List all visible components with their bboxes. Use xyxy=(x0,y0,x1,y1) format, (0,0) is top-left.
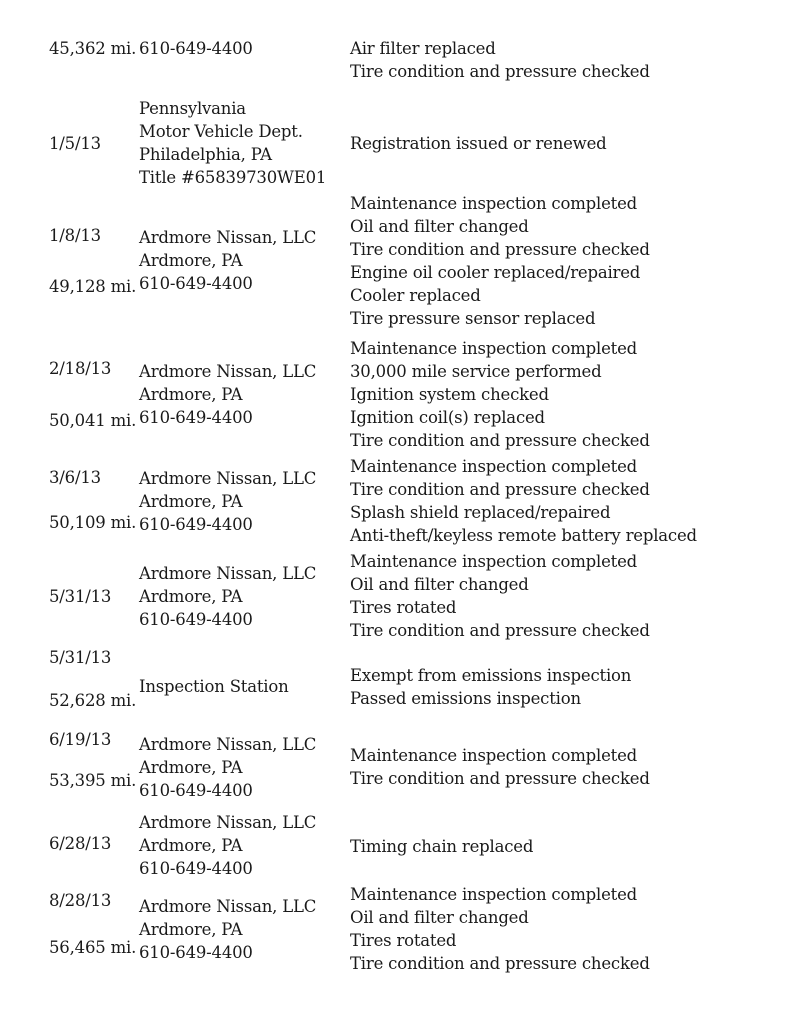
history-record xyxy=(0,728,791,804)
history-record xyxy=(0,337,791,452)
source-line: Ardmore, PA xyxy=(139,920,243,939)
comment-line: Air filter replaced xyxy=(350,39,496,58)
source-line: Inspection Station xyxy=(139,676,289,696)
comment-line: Tire condition and pressure checked xyxy=(350,240,650,259)
source-cell xyxy=(139,337,339,452)
comment-line: Maintenance inspection completed xyxy=(350,194,638,213)
history-record xyxy=(0,192,791,330)
source-line: Ardmore, PA xyxy=(139,250,243,270)
source-line: 610-649-4400 xyxy=(139,273,253,293)
comment-line: Maintenance inspection completed xyxy=(350,552,638,571)
mileage: 52,628 mi. xyxy=(49,691,137,710)
source-line: Ardmore, PA xyxy=(139,586,243,606)
comment-line: Oil and filter changed xyxy=(350,575,529,594)
comment-line: Cooler replaced xyxy=(350,286,481,305)
source-cell xyxy=(139,97,339,189)
comment-line: Tire condition and pressure checked xyxy=(350,62,650,81)
mileage: 56,465 mi. xyxy=(49,938,137,957)
source-line: Ardmore, PA xyxy=(139,758,243,777)
source-cell xyxy=(139,811,339,881)
comment-line: Maintenance inspection completed xyxy=(350,339,638,358)
comment-line: Anti-theft/keyless remote battery replaced xyxy=(350,526,697,545)
source-line: Ardmore Nissan, LLC xyxy=(139,468,317,488)
source-line: 610-649-4400 xyxy=(139,859,253,878)
comments-cell xyxy=(350,550,790,642)
source-line: Ardmore Nissan, LLC xyxy=(139,897,317,916)
date: 5/31/13 xyxy=(49,648,112,667)
source-line: 610-649-4400 xyxy=(139,781,253,800)
source-line: Ardmore Nissan, LLC xyxy=(139,813,317,832)
comment-line: Maintenance inspection completed xyxy=(350,746,638,765)
comment-line: Ignition coil(s) replaced xyxy=(350,408,545,427)
source-line: Ardmore Nissan, LLC xyxy=(139,227,317,247)
history-record xyxy=(0,37,791,83)
comments-cell xyxy=(350,646,790,712)
history-record xyxy=(0,646,791,712)
date: 2/18/13 xyxy=(49,359,112,379)
source-cell xyxy=(139,455,339,547)
source-line: 610-649-4400 xyxy=(139,943,253,962)
comment-line: Tire condition and pressure checked xyxy=(350,480,650,499)
comment-line: Oil and filter changed xyxy=(350,908,529,927)
history-record xyxy=(0,97,791,189)
source-line: 610-649-4400 xyxy=(139,609,253,629)
comments-cell xyxy=(350,337,790,452)
date: 1/5/13 xyxy=(49,133,101,153)
date: 1/8/13 xyxy=(49,226,101,245)
comment-line: Exempt from emissions inspection xyxy=(350,666,632,685)
comments-cell xyxy=(350,728,790,804)
date-mileage-cell xyxy=(49,192,135,330)
history-record xyxy=(0,455,791,547)
source-line: Motor Vehicle Dept. xyxy=(139,122,303,141)
comments-cell xyxy=(350,97,790,189)
comment-line: Tire condition and pressure checked xyxy=(350,621,650,640)
source-line: Ardmore Nissan, LLC xyxy=(139,735,317,754)
comments-cell xyxy=(350,455,790,547)
comment-line: 30,000 mile service performed xyxy=(350,362,602,381)
date: 6/28/13 xyxy=(49,833,112,853)
source-line: Pennsylvania xyxy=(139,99,246,118)
date-mileage-cell xyxy=(49,728,135,804)
source-line: Ardmore, PA xyxy=(139,491,243,511)
comment-line: Maintenance inspection completed xyxy=(350,885,638,904)
date-mileage-cell xyxy=(49,97,135,189)
comment-line: Passed emissions inspection xyxy=(350,689,581,708)
mileage: 50,041 mi. xyxy=(49,410,137,430)
date-mileage-cell xyxy=(49,455,135,547)
comment-line: Ignition system checked xyxy=(350,385,549,404)
comment-line: Engine oil cooler replaced/repaired xyxy=(350,263,641,282)
date-mileage-cell xyxy=(49,646,135,712)
comment-line: Tire condition and pressure checked xyxy=(350,769,650,788)
source-line: 610-649-4400 xyxy=(139,408,253,427)
comment-line: Tire pressure sensor replaced xyxy=(350,309,596,328)
comment-line: Oil and filter changed xyxy=(350,217,529,236)
source-cell xyxy=(139,37,339,83)
source-cell xyxy=(139,646,339,712)
source-line: Ardmore, PA xyxy=(139,385,243,404)
source-line: Ardmore, PA xyxy=(139,836,243,855)
mileage: 45,362 mi. xyxy=(49,39,137,58)
source-line: Title #65839730WE01 xyxy=(139,168,327,187)
date: 3/6/13 xyxy=(49,468,101,487)
source-cell xyxy=(139,550,339,642)
date-mileage-cell xyxy=(49,550,135,642)
comments-cell xyxy=(350,883,790,975)
mileage: 49,128 mi. xyxy=(49,277,137,296)
source-line: Ardmore Nissan, LLC xyxy=(139,362,317,381)
comment-line: Splash shield replaced/repaired xyxy=(350,503,611,522)
comment-line: Tire condition and pressure checked xyxy=(350,954,650,973)
mileage: 50,109 mi. xyxy=(49,513,137,532)
history-record xyxy=(0,883,791,975)
source-line: Philadelphia, PA xyxy=(139,145,272,164)
date-mileage-cell xyxy=(49,883,135,975)
source-line: Ardmore Nissan, LLC xyxy=(139,563,317,583)
comments-cell xyxy=(350,192,790,330)
history-record xyxy=(0,550,791,642)
source-line: 610-649-4400 xyxy=(139,514,253,534)
comment-line: Tire condition and pressure checked xyxy=(350,431,650,450)
comment-line: Tires rotated xyxy=(350,598,457,617)
comment-line: Maintenance inspection completed xyxy=(350,457,638,476)
comments-cell xyxy=(350,37,790,83)
comments-cell xyxy=(350,811,790,881)
date-mileage-cell xyxy=(49,37,135,83)
date: 5/31/13 xyxy=(49,586,112,606)
date: 6/19/13 xyxy=(49,730,112,749)
mileage: 53,395 mi. xyxy=(49,771,137,790)
history-record xyxy=(0,811,791,881)
date: 8/28/13 xyxy=(49,891,112,910)
source-cell xyxy=(139,192,339,330)
source-cell xyxy=(139,883,339,975)
comment-line: Timing chain replaced xyxy=(350,836,534,856)
comment-line: Tires rotated xyxy=(350,931,457,950)
date-mileage-cell xyxy=(49,811,135,881)
date-mileage-cell xyxy=(49,337,135,452)
source-cell xyxy=(139,728,339,804)
comment-line: Registration issued or renewed xyxy=(350,133,607,153)
source-line: 610-649-4400 xyxy=(139,39,253,58)
